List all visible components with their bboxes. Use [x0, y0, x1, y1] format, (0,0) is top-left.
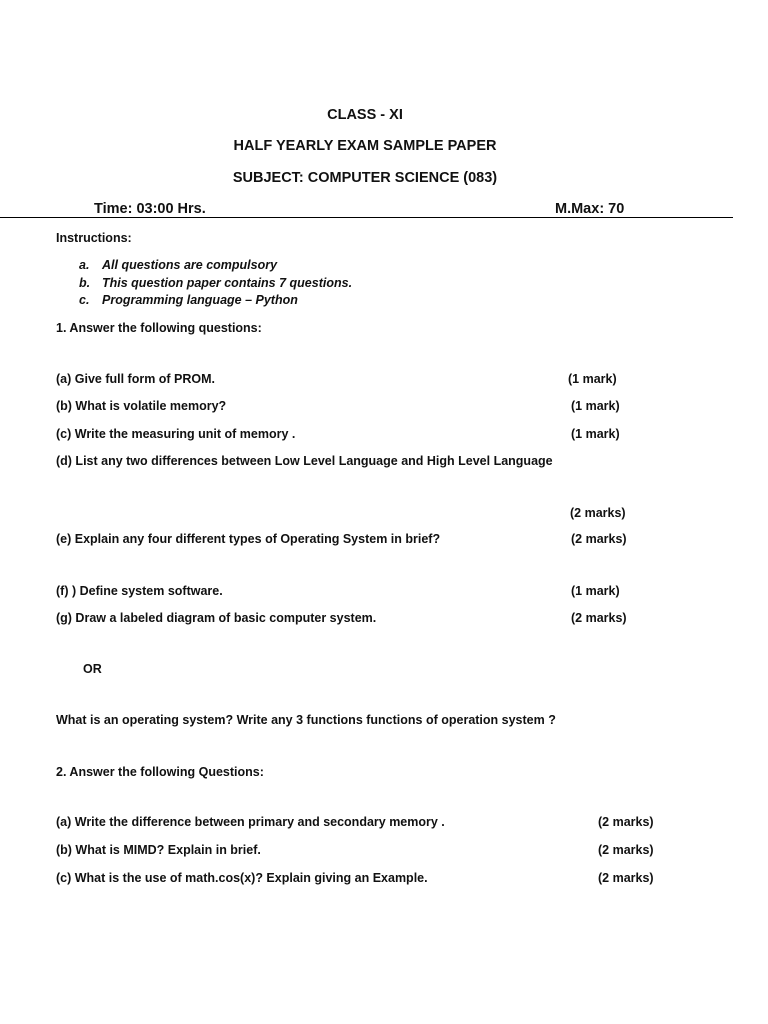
- max-marks-label: M.Max: 70: [555, 201, 625, 217]
- section-2-heading: 2. Answer the following Questions:: [56, 765, 264, 779]
- instruction-marker: b.: [79, 276, 91, 290]
- question-1e: (e) Explain any four different types of Operating System in brief?: [56, 532, 441, 546]
- question-1d: (d) List any two differences between Low Level Language and High Level Language: [56, 454, 553, 468]
- question-1f-marks: (1 mark): [571, 584, 620, 598]
- instruction-text: This question paper contains 7 questions.: [102, 276, 353, 290]
- question-2b: (b) What is MIMD? Explain in brief.: [56, 843, 261, 857]
- class-title: CLASS - XI: [327, 107, 403, 123]
- question-1g: (g) Draw a labeled diagram of basic computer system.: [56, 611, 377, 625]
- instruction-text: All questions are compulsory: [102, 258, 278, 272]
- question-2a-marks: (2 marks): [598, 815, 654, 829]
- question-1a-marks: (1 mark): [568, 372, 617, 386]
- header-divider: [0, 217, 733, 218]
- question-2a: (a) Write the difference between primary and secondary memory .: [56, 815, 445, 829]
- alternate-question: What is an operating system? Write any 3 functions functions of operation system ?: [56, 713, 556, 727]
- question-1b: (b) What is volatile memory?: [56, 399, 227, 413]
- instruction-text: Programming language – Python: [102, 293, 298, 307]
- question-1g-marks: (2 marks): [571, 611, 627, 625]
- question-1f: (f) ) Define system software.: [56, 584, 223, 598]
- or-label: OR: [83, 662, 102, 676]
- section-1-heading: 1. Answer the following questions:: [56, 321, 262, 335]
- subject-title: SUBJECT: COMPUTER SCIENCE (083): [232, 170, 498, 186]
- instruction-marker: a.: [79, 258, 90, 272]
- question-1a: (a) Give full form of PROM.: [56, 372, 216, 386]
- instructions-heading: Instructions:: [56, 231, 132, 245]
- instruction-marker: c.: [79, 293, 90, 307]
- question-1c-marks: (1 mark): [571, 427, 620, 441]
- question-2c-marks: (2 marks): [598, 871, 654, 885]
- question-2b-marks: (2 marks): [598, 843, 654, 857]
- question-1e-marks: (2 marks): [571, 532, 627, 546]
- question-1c: (c) Write the measuring unit of memory .: [56, 427, 296, 441]
- question-2c: (c) What is the use of math.cos(x)? Explain giving an Example.: [56, 871, 428, 885]
- time-label: Time: 03:00 Hrs.: [94, 201, 206, 217]
- question-1d-marks: (2 marks): [570, 506, 626, 520]
- exam-title: HALF YEARLY EXAM SAMPLE PAPER: [233, 138, 497, 154]
- question-1b-marks: (1 mark): [571, 399, 620, 413]
